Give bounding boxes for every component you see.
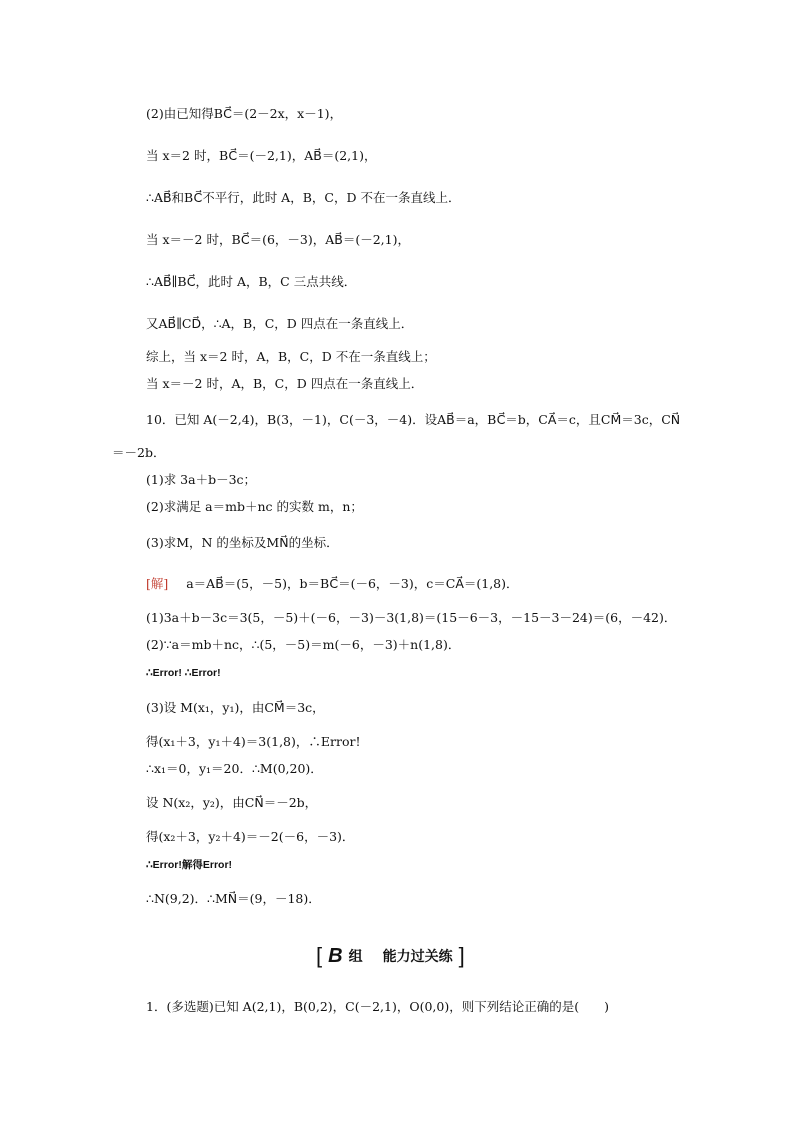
section-banner (316, 944, 465, 968)
group-text: 组 (348, 948, 363, 964)
group-letter: B (328, 944, 343, 967)
problem-10-part-2: (2)求满足 a＝mb＋nc 的实数 m，n； (146, 499, 363, 514)
problem-10-part-1: (1)求 3a＋b－3c； (146, 472, 257, 487)
solution-part-1: (1)3a＋b－3c＝3(5，－5)＋(－6，－3)－3(1,8)＝(15－6－3，－15－3－24)＝(6，－42)． (146, 610, 677, 625)
text-line: 当 x＝2 时，BC⃗＝(－2,1)，AB⃗＝(2,1)， (146, 148, 377, 163)
text-line: 综上，当 x＝2 时，A，B，C，D 不在一条直线上； (146, 349, 436, 364)
error-line: ∴Error! ∴Error! (146, 667, 221, 679)
banner-close-bracket: ] (458, 943, 465, 968)
solution-part-2: (2)∵a＝mb＋nc，∴(5，－5)＝m(－6，－3)＋n(1,8)． (146, 637, 461, 652)
text-line: ∴x₁＝0，y₁＝20．∴M(0,20)． (146, 761, 323, 776)
error-line: ∴Error!解得Error! (146, 859, 233, 871)
text-line: 又AB⃗∥CD⃗，∴A，B，C，D 四点在一条直线上． (146, 316, 414, 331)
solution-part-3: (3)设 M(x₁，y₁)，由CM⃗＝3c， (146, 700, 325, 715)
text-line: 得(x₁＋3，y₁＋4)＝3(1,8)，∴Error! (146, 734, 361, 749)
text-line: 当 x＝－2 时，BC⃗＝(6，－3)，AB⃗＝(－2,1)， (146, 232, 410, 247)
solution-line (146, 576, 519, 592)
text-line: ∴N(9,2)．∴MN⃗＝(9，－18)． (146, 891, 321, 906)
text-line: 当 x＝－2 时，A，B，C，D 四点在一条直线上． (146, 376, 424, 391)
solution-intro: a＝AB⃗＝(5，－5)，b＝BC⃗＝(－6，－3)，c＝CA⃗＝(1,8)． (186, 576, 519, 591)
banner-open-bracket: [ (316, 943, 323, 968)
problem-10-part-3: (3)求M，N 的坐标及MN⃗的坐标． (146, 535, 339, 550)
problem-10-statement-cont: ＝－2b． (112, 445, 166, 460)
text-line: (2)由已知得BC⃗＝(2－2x，x－1)， (146, 106, 343, 121)
problem-10-statement: 10．已知 A(－2,4)，B(3，－1)，C(－3，－4)．设AB⃗＝a，BC⃗＝b，CA⃗＝c，且CM⃗＝3c，CN⃗ (146, 412, 681, 427)
text-line: 得(x₂＋3，y₂＋4)＝－2(－6，－3)． (146, 829, 355, 844)
text-line: 设 N(x₂，y₂)，由CN⃗＝－2b， (146, 795, 318, 810)
solution-tag: [解] (146, 576, 169, 591)
banner-title: 能力过关练 (382, 948, 453, 964)
problem-b1-statement: 1．(多选题)已知 A(2,1)，B(0,2)，C(－2,1)，O(0,0)，则下列结论正确的是( ) (146, 999, 609, 1014)
text-line: ∴AB⃗∥BC⃗，此时 A，B，C 三点共线． (146, 274, 357, 289)
text-line: ∴AB⃗和BC⃗不平行，此时 A，B，C，D 不在一条直线上． (146, 190, 461, 205)
